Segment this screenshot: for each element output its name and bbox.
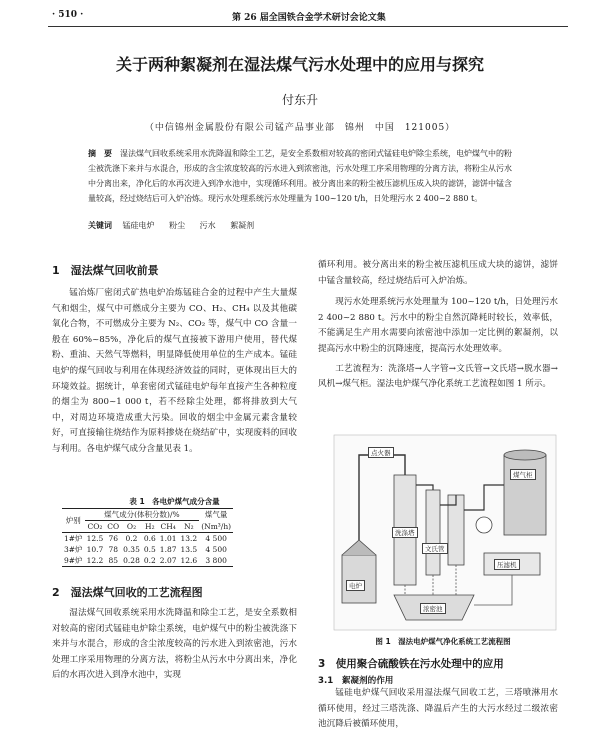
column-header: CO₂	[85, 521, 106, 533]
table-row	[62, 555, 233, 567]
table-cell: 1.87	[159, 545, 177, 554]
table-cell: 12.5	[86, 534, 104, 543]
column-header: N₂	[179, 521, 200, 533]
table-cell: 12.2	[86, 556, 104, 565]
section-3-body	[318, 686, 558, 730]
table-1	[62, 508, 233, 567]
section-1-body	[52, 286, 297, 458]
table-cell: 12.6	[180, 556, 198, 565]
section-3-1-heading: 3.1 絮凝剂的作用	[318, 676, 394, 686]
table-cell: 0.35	[123, 545, 140, 554]
section-2-body	[52, 606, 297, 684]
keywords	[88, 220, 518, 231]
keyword: 絮凝剂	[230, 221, 255, 230]
section-1-heading: 1 湿法煤气回收前景	[52, 264, 159, 277]
figure-label: 压滤机	[494, 559, 520, 570]
author: 付东升	[281, 93, 318, 107]
figure-label: 文氏管	[422, 543, 448, 554]
header-rule	[48, 26, 568, 27]
table-cell: 0.2	[143, 556, 156, 565]
right-column-text	[318, 258, 558, 393]
figure-label: 煤气柜	[510, 469, 536, 480]
paragraph: 现污水处理系统污水处理量为 100~120 t/h，日处理污水 2 400~2 880 t。污水中的粉尘自然沉降耗时较长，效率低，不能满足生产用水需要向浓密池中添加一定比例的絮凝剂，以提高污水中粉尘的沉降速度，提高污水处理效率。	[318, 297, 558, 354]
table-cell: 0.2	[125, 534, 138, 543]
table-cell: 4 500	[205, 545, 227, 554]
abstract	[88, 146, 518, 206]
volume-unit: (Nm³/h)	[201, 521, 232, 531]
column-header: CO	[107, 522, 120, 531]
table-cell: 1#炉	[64, 534, 83, 543]
column-header: O₂	[121, 521, 142, 533]
table-cell: 3 800	[199, 555, 233, 567]
table-cell: 0.6	[143, 534, 156, 543]
table-cell: 1.01	[159, 534, 177, 543]
figure-label: 点火器	[368, 447, 394, 458]
table-cell: 13.5	[180, 545, 198, 554]
gas-holder	[504, 455, 546, 535]
table-row	[62, 544, 233, 555]
column-header: H₂	[142, 521, 158, 533]
abstract-text: 湿法煤气回收系统采用水洗降温和除尘工艺，是安全系数相对较高的密闭式锰硅电炉除尘系统，电炉煤气中的粉尘被洗涤下来并与水混合，形成的含尘浓度较高的污水进入到浓密池，污水处理工序采用物理的分离方法，将粉尘从污水中分离出来，净化后的水再次进入到净水池中，实现循环利用。被分离出来的粉尘被压滤机压成入块的滤饼，滤饼中锰含量较高，经过烧结后可入炉冶炼。现污水处理系统污水处理量为 100~120 t/h，日处理污水 2 400~2 880 t。	[88, 149, 512, 203]
keywords-label: 关键词	[88, 220, 112, 230]
fan-shape	[476, 517, 492, 533]
table-cell: 2.07	[159, 556, 177, 565]
table-cell: 85	[105, 555, 121, 567]
furnace-shape	[342, 555, 376, 603]
journal-title: 第 26 届全国铁合金学术研讨会论文集	[232, 13, 386, 23]
table-cell: 0.28	[123, 556, 140, 565]
column-header: CH₄	[158, 521, 179, 533]
paragraph: 锰冶炼厂密闭式矿热电炉冶炼锰硅合金的过程中产生大量煤气和烟尘，煤气中可燃成分主要为 CO、H₂、CH₄ 以及其他碳氧化合物，不可燃成分主要为 N₂、CO₂ 等，煤气中 CO 含量一般在 60%~85%，净化后的煤气直接被下游用户使用，替代煤粉、重油、天然气等燃料，明显降低使用单位的生产成本。锰硅电炉的煤气回收与利用在体现经济效益的同时，更体现出巨大的环境效益。据统计，单套密闭式锰硅电炉每年直接产生各种粒度的烟尘为 800~1 000 t，若不经除尘处理，都将排放到大气中，对周边环境造成重大污染。回收的烟尘中金属元素含量较好，可直接输往烧结作为原料掺烧在烧结矿中，实现废料的回收与利用。各电炉煤气成分含量见表 1。	[52, 288, 297, 454]
paragraph: 循环利用。被分离出来的粉尘被压滤机压成大块的滤饼，滤饼中锰含量较高，经过烧结后可入炉冶炼。	[318, 260, 558, 286]
keyword: 粉尘	[169, 221, 186, 230]
paragraph: 锰硅电炉煤气回收采用湿法煤气回收工艺，三塔喷淋用水循环使用，经过三塔洗涤、降温后产生的大污水经过二级浓密池沉降后被循环使用，	[318, 688, 558, 730]
table-cell: 76	[108, 534, 118, 543]
figure-label: 洗涤塔	[392, 527, 418, 538]
section-3-heading: 3 使用聚合硫酸铁在污水处理中的应用	[318, 658, 504, 670]
table-cell: 9#炉	[64, 556, 83, 565]
venturi-tower	[426, 490, 440, 575]
page-number: · 510 ·	[52, 10, 84, 20]
keyword: 锰硅电炉	[122, 221, 155, 230]
composition-header: 煤气成分(体积分数)/%	[85, 509, 200, 521]
abstract-label: 摘 要	[88, 148, 112, 158]
figure-1-caption: 图 1 湿法电炉煤气净化系统工艺流程图	[375, 637, 511, 646]
table-row	[62, 533, 233, 545]
section-2-heading: 2 湿法煤气回收的工艺流程图	[52, 586, 203, 599]
process-diagram	[334, 435, 556, 630]
table-cell: 4 500	[205, 534, 227, 543]
table-cell: 78	[108, 545, 118, 554]
paper-title: 关于两种絮凝剂在湿法煤气污水处理中的应用与探究	[115, 55, 484, 74]
keyword: 污水	[199, 221, 216, 230]
table-cell: 0.5	[143, 545, 156, 554]
table-cell: 10.7	[86, 545, 104, 554]
paragraph: 湿法煤气回收系统采用水洗降温和除尘工艺，是安全系数相对较高的密闭式锰硅电炉除尘系统，电炉煤气中的粉尘被洗涤下来并与水混合，形成的含尘浓度较高的污水进入到浓密池，污水处理工序采用物理的分离方法，将粉尘从污水中分离出来，净化后的水再次进入到净水池中，实现	[52, 608, 297, 681]
paragraph: 工艺流程为：洗涤塔→人字管→文氏管→文氏塔→脱水器→风机→煤气柜。湿法电炉煤气净化系统工艺流程如图 1 所示。	[318, 363, 558, 390]
table-1-caption: 表 1 各电炉煤气成分含量	[129, 497, 220, 506]
table-cell: 13.2	[180, 534, 198, 543]
figure-label: 电炉	[346, 580, 365, 591]
furnace-header: 炉别	[62, 509, 85, 533]
table-cell: 3#炉	[64, 545, 83, 554]
figure-label: 浓密池	[420, 603, 446, 614]
volume-header: 煤气量	[199, 509, 233, 521]
figure-1	[334, 435, 556, 630]
affiliation: （中信锦州金属股份有限公司锰产品事业部 锦州 中国 121005）	[144, 123, 456, 133]
